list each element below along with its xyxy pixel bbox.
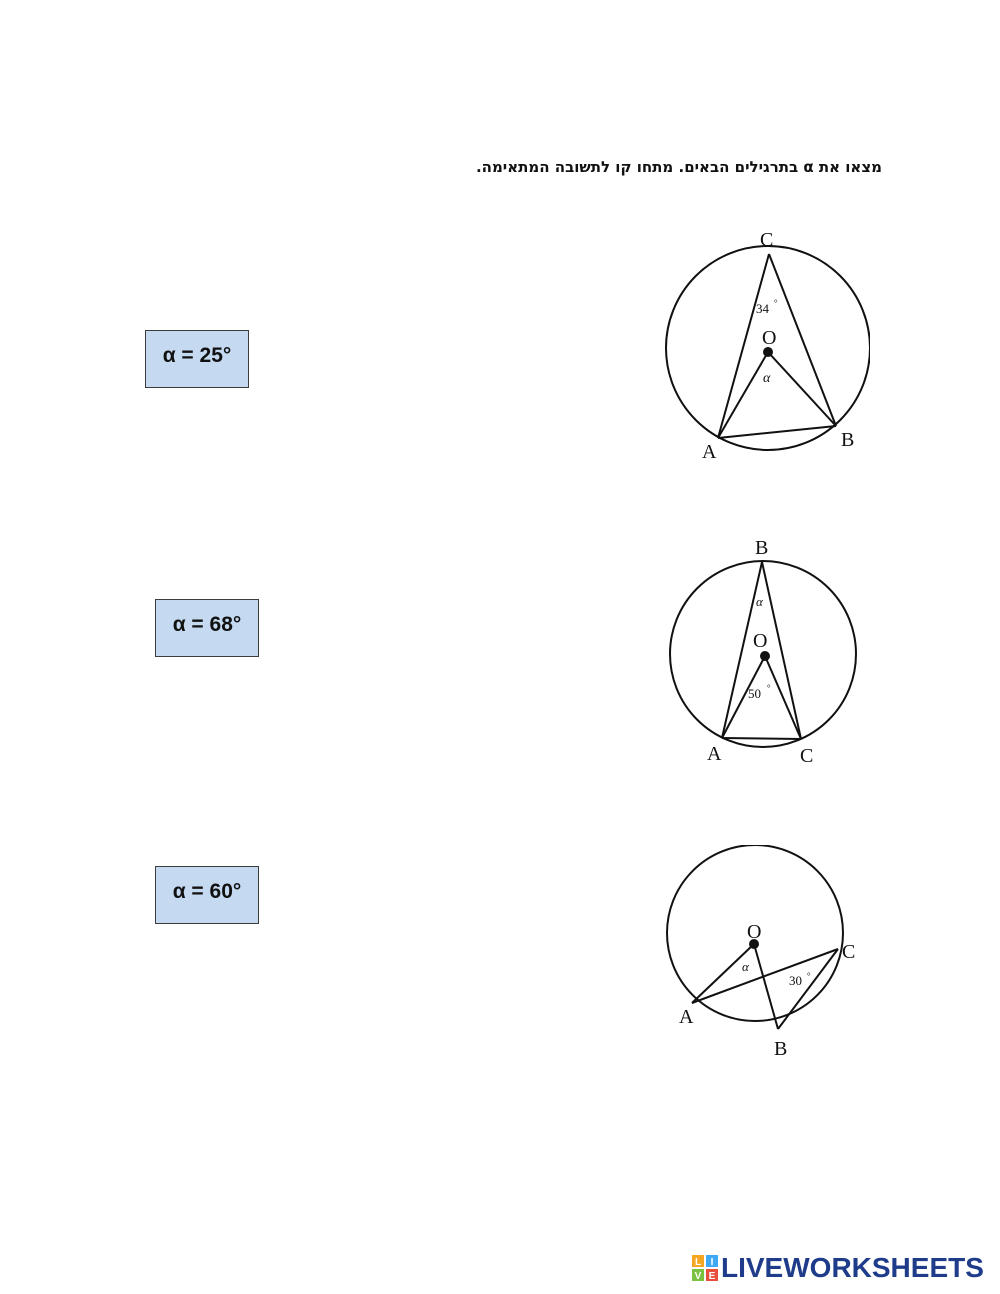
brand-name: LIVEWORKSHEETS <box>721 1252 984 1283</box>
alpha-label: α <box>763 371 771 386</box>
instruction-text: מצאו את α בתרגילים הבאים. מתחו קו לתשובה המתאימה. <box>475 158 882 176</box>
label-b: B <box>774 1038 788 1060</box>
label-b: B <box>841 429 855 451</box>
radius-oc <box>765 656 801 739</box>
label-o: O <box>747 921 762 943</box>
label-a: A <box>702 441 717 463</box>
chord-ac <box>692 949 838 1003</box>
chord-cb <box>769 254 836 426</box>
circle-figure-2[interactable] <box>650 532 870 772</box>
given-angle-34: 34 <box>756 301 769 316</box>
alpha-label: α <box>742 959 749 974</box>
label-c: C <box>800 745 814 767</box>
answer-box-2[interactable]: α = 68° <box>155 599 259 657</box>
alpha-label: α <box>756 594 763 609</box>
svg-text:I: I <box>710 1257 714 1268</box>
liveworksheets-logo <box>692 1252 984 1284</box>
circle-figure-3[interactable] <box>650 845 880 1075</box>
label-o: O <box>753 630 768 652</box>
given-angle-30: 30 <box>789 973 802 988</box>
label-a: A <box>707 743 722 765</box>
given-angle-50: 50 <box>748 686 761 701</box>
circle-figure-1[interactable] <box>650 220 870 470</box>
svg-text:V: V <box>694 1271 702 1281</box>
svg-text:°: ° <box>774 298 778 308</box>
answer-box-3[interactable]: α = 60° <box>155 866 259 924</box>
chord-bc <box>762 562 801 739</box>
svg-text:°: ° <box>807 971 811 981</box>
radius-oa <box>718 352 768 438</box>
label-a: A <box>679 1006 694 1028</box>
radius-ob <box>768 352 836 426</box>
radius-ob <box>754 944 778 1029</box>
label-o: O <box>762 327 777 349</box>
svg-text:E: E <box>708 1271 716 1281</box>
chord-ac <box>722 738 801 739</box>
answer-box-1[interactable]: α = 25° <box>145 330 249 388</box>
svg-text:L: L <box>694 1257 702 1268</box>
svg-text:°: ° <box>767 683 771 693</box>
label-b: B <box>755 537 769 559</box>
label-c: C <box>842 941 856 963</box>
center-point <box>760 651 770 661</box>
logo-icon <box>692 1255 718 1281</box>
label-c: C <box>760 229 774 251</box>
